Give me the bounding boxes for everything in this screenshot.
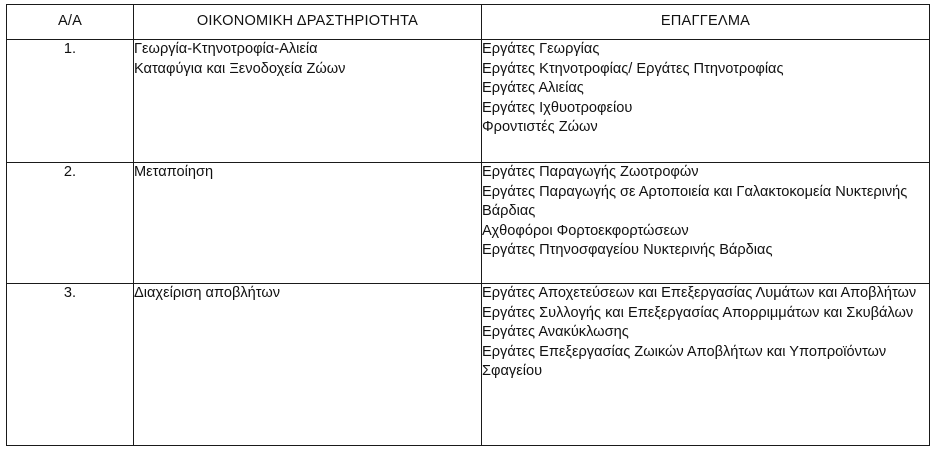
occupation-line: Εργάτες Παραγωγής σε Αρτοποιεία και Γαλακτοκομεία Νυκτερινής Βάρδιας	[482, 183, 908, 220]
table-row	[7, 40, 930, 163]
occupation-cell	[482, 163, 930, 284]
table-row	[7, 284, 930, 446]
activity-line: Μεταποίηση	[134, 164, 214, 180]
table-body	[7, 40, 930, 446]
occupation-line: Εργάτες Παραγωγής Ζωοτροφών	[482, 164, 699, 180]
table-header	[7, 5, 930, 40]
occupation-line: Εργάτες Αλιείας	[482, 80, 584, 97]
activity-cell	[134, 40, 482, 163]
activity-cell	[134, 163, 482, 284]
occupation-line: Εργάτες Ιχθυοτροφείου	[482, 99, 633, 116]
activity-line: Καταφύγια και Ξενοδοχεία Ζώων	[134, 60, 346, 77]
table-row	[7, 163, 930, 284]
header-number: Α/Α	[7, 5, 134, 40]
occupation-line: Εργάτες Γεωργίας	[482, 41, 600, 57]
occupation-line: Αχθοφόροι Φορτοεκφορτώσεων	[482, 222, 689, 239]
header-row	[7, 5, 930, 40]
activity-line: Διαχείριση αποβλήτων	[134, 285, 281, 301]
page-edge	[0, 458, 937, 466]
occupation-cell	[482, 40, 930, 163]
occupation-line: Εργάτες Συλλογής και Επεξεργασίας Απορριμμάτων και Σκυβάλων	[482, 304, 914, 321]
row-number: 2.	[7, 163, 134, 284]
header-occupation: ΕΠΑΓΓΕΛΜΑ	[482, 5, 930, 40]
occupations-table	[6, 4, 930, 446]
activity-line: Γεωργία-Κτηνοτροφία-Αλιεία	[134, 41, 318, 57]
row-number: 3.	[7, 284, 134, 446]
occupation-line: Εργάτες Αποχετεύσεων και Επεξεργασίας Λυμάτων και Αποβλήτων	[482, 285, 917, 301]
occupation-line: Φροντιστές Ζώων	[482, 119, 598, 136]
occupation-line: Εργάτες Πτηνοσφαγείου Νυκτερινής Βάρδιας	[482, 242, 773, 259]
occupation-line: Εργάτες Επεξεργασίας Ζωικών Αποβλήτων και Υποπροϊόντων Σφαγείου	[482, 343, 887, 380]
occupation-line: Εργάτες Κτηνοτροφίας/ Εργάτες Πτηνοτροφίας	[482, 60, 784, 77]
activity-cell	[134, 284, 482, 446]
occupation-line: Εργάτες Ανακύκλωσης	[482, 324, 629, 341]
header-activity: ΟΙΚΟΝΟΜΙΚΗ ΔΡΑΣΤΗΡΙΟΤΗΤΑ	[134, 5, 482, 40]
occupation-cell	[482, 284, 930, 446]
row-number: 1.	[7, 40, 134, 163]
